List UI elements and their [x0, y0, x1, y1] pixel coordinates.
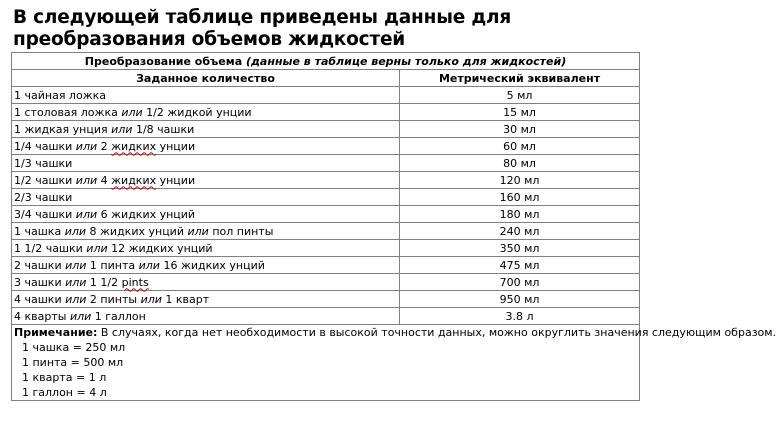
- amount-cell: [12, 155, 400, 172]
- metric-cell: 60 мл: [400, 138, 640, 155]
- table-body: [12, 87, 640, 325]
- note-text: В случаях, когда нет необходимости в высокой точности данных, можно округлить значения следующим образом.: [97, 326, 776, 339]
- amount-text: 12 жидких унций: [107, 241, 213, 255]
- equivalent-line: 1 чашка = 250 мл: [22, 341, 126, 354]
- page-heading: В следующей таблице приведены данные для преобразования объемов жидкостей: [13, 7, 512, 50]
- caption-note: (данные в таблице верны только для жидкостей): [246, 54, 567, 68]
- amount-text: 2 чашки: [14, 258, 66, 272]
- metric-cell: 475 мл: [400, 257, 640, 274]
- amount-text: 1 галлон: [91, 309, 146, 323]
- table-header-row: [12, 70, 640, 87]
- metric-cell: 700 мл: [400, 274, 640, 291]
- amount-cell: [12, 308, 400, 325]
- amount-text: 16 жидких унций: [159, 258, 265, 272]
- amount-cell: [12, 138, 400, 155]
- table-row: [12, 155, 640, 172]
- amount-cell: [12, 121, 400, 138]
- amount-text: 4 кварты: [14, 309, 70, 323]
- amount-text: 1 пинта: [86, 258, 139, 272]
- equivalent-line: 1 пинта = 500 мл: [22, 356, 124, 369]
- table-row: [12, 104, 640, 121]
- amount-text: жидких: [111, 173, 157, 187]
- amount-text: унции: [156, 173, 196, 187]
- amount-text: 2 пинты: [86, 292, 141, 306]
- table-row: [12, 274, 640, 291]
- table-row: [12, 223, 640, 240]
- amount-cell: [12, 240, 400, 257]
- amount-text: жидких: [111, 139, 157, 153]
- or-word: или: [64, 224, 87, 238]
- table-row: [12, 291, 640, 308]
- amount-cell: [12, 206, 400, 223]
- table-row: [12, 240, 640, 257]
- header-amount: Заданное количество: [12, 70, 400, 87]
- table-row: [12, 308, 640, 325]
- metric-cell: 3.8 л: [400, 308, 640, 325]
- or-word: или: [138, 258, 160, 272]
- metric-cell: 350 мл: [400, 240, 640, 257]
- amount-text: 1 столовая ложка: [14, 105, 122, 119]
- metric-cell: 950 мл: [400, 291, 640, 308]
- table-row: [12, 121, 640, 138]
- amount-cell: [12, 172, 400, 189]
- table-row: [12, 172, 640, 189]
- metric-cell: 160 мл: [400, 189, 640, 206]
- amount-text: пол пинты: [208, 224, 274, 238]
- table-row: [12, 257, 640, 274]
- metric-cell: 120 мл: [400, 172, 640, 189]
- or-word: или: [65, 258, 87, 272]
- amount-cell: [12, 274, 400, 291]
- table-row: [12, 189, 640, 206]
- or-word: или: [75, 207, 98, 221]
- equivalents-list: [14, 340, 637, 400]
- table-row: [12, 138, 640, 155]
- amount-text: 4 чашки: [14, 292, 66, 306]
- amount-cell: [12, 104, 400, 121]
- amount-text: 8 жидких унций: [86, 224, 188, 238]
- header-metric: Метрический эквивалент: [400, 70, 640, 87]
- or-word: или: [140, 292, 162, 306]
- equivalent-line: 1 галлон = 4 л: [22, 386, 107, 399]
- amount-text: 1 1/2: [86, 275, 122, 289]
- amount-text: pints: [121, 275, 149, 289]
- amount-text: 6 жидких унций: [97, 207, 196, 221]
- table-row: [12, 87, 640, 104]
- note-row: [12, 325, 640, 401]
- amount-cell: [12, 257, 400, 274]
- amount-text: 1 1/2 чашки: [14, 241, 87, 255]
- metric-cell: 240 мл: [400, 223, 640, 240]
- amount-text: 1/8 чашки: [132, 122, 195, 136]
- amount-text: 3 чашки: [14, 275, 66, 289]
- metric-cell: 5 мл: [400, 87, 640, 104]
- or-word: или: [65, 292, 87, 306]
- metric-cell: 180 мл: [400, 206, 640, 223]
- amount-text: унции: [156, 139, 196, 153]
- amount-text: 1/2 чашки: [14, 173, 76, 187]
- amount-cell: [12, 87, 400, 104]
- amount-text: 1 кварт: [161, 292, 210, 306]
- note-cell: [12, 325, 776, 401]
- or-word: или: [65, 275, 87, 289]
- or-word: или: [86, 241, 108, 255]
- caption-main: Преобразование объема: [84, 54, 247, 68]
- amount-text: 1 жидкая унция: [14, 122, 112, 136]
- volume-conversion-table: [11, 52, 776, 401]
- or-word: или: [111, 122, 133, 136]
- amount-cell: [12, 291, 400, 308]
- amount-text: 2: [97, 139, 112, 153]
- metric-cell: 80 мл: [400, 155, 640, 172]
- or-word: или: [121, 105, 143, 119]
- note-label: Примечание:: [14, 326, 98, 339]
- or-word: или: [75, 139, 98, 153]
- amount-cell: [12, 223, 400, 240]
- amount-text: 2/3 чашки: [14, 190, 73, 204]
- amount-text: 1/4 чашки: [14, 139, 76, 153]
- metric-cell: 30 мл: [400, 121, 640, 138]
- amount-text: 3/4 чашки: [14, 207, 76, 221]
- table-caption: [12, 53, 640, 70]
- amount-text: 1 чайная ложка: [14, 88, 106, 102]
- amount-cell: [12, 189, 400, 206]
- or-word: или: [75, 173, 98, 187]
- equivalent-line: 1 кварта = 1 л: [22, 371, 107, 384]
- or-word: или: [187, 224, 209, 238]
- table-row: [12, 206, 640, 223]
- metric-cell: 15 мл: [400, 104, 640, 121]
- or-word: или: [69, 309, 92, 323]
- amount-text: 1 чашка: [14, 224, 65, 238]
- table-caption-row: [12, 53, 640, 70]
- amount-text: 1/2 жидкой унции: [142, 105, 252, 119]
- amount-text: 1/3 чашки: [14, 156, 73, 170]
- amount-text: 4: [97, 173, 112, 187]
